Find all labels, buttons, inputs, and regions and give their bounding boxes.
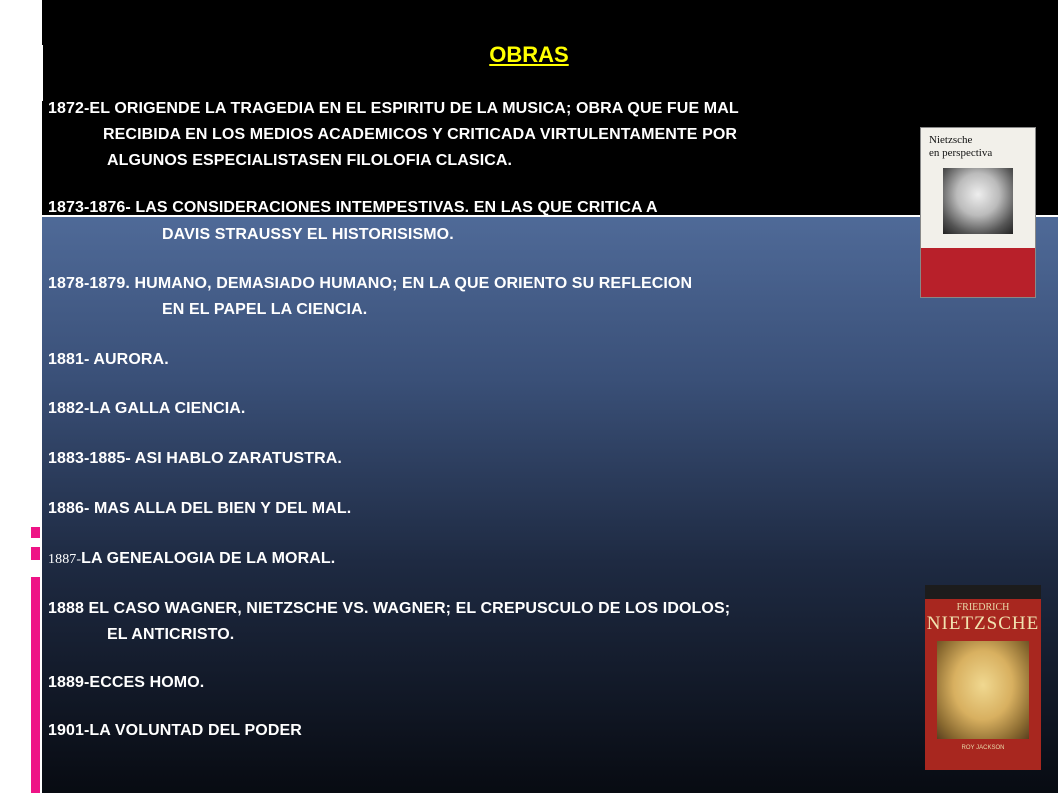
entry-1887 <box>48 550 335 568</box>
portrait-image <box>943 168 1013 234</box>
cover-top-stripe <box>925 585 1041 599</box>
portrait-image <box>937 641 1029 739</box>
entry-1889: 1889-ECCES HOMO. <box>48 674 205 691</box>
entry-1882: 1882-LA GALLA CIENCIA. <box>48 400 246 417</box>
accent-square <box>31 547 40 560</box>
book-cover-nietzsche-en-perspectiva <box>920 127 1036 298</box>
book2-author: ROY JACKSON <box>961 745 1005 751</box>
book2-first-name: FRIEDRICH <box>956 602 1010 613</box>
accent-square <box>31 527 40 538</box>
book1-title-line1: Nietzsche <box>929 134 973 146</box>
entry-1872-line2: RECIBIDA EN LOS MEDIOS ACADEMICOS Y CRITICADA VIRTULENTAMENTE POR <box>103 126 738 143</box>
entry-1886: 1886- MAS ALLA DEL BIEN Y DEL MAL. <box>48 500 352 517</box>
entry-1878-line2: EN EL PAPEL LA CIENCIA. <box>162 301 368 318</box>
entry-1878-line1: 1878-1879. HUMANO, DEMASIADO HUMANO; EN LA QUE ORIENTO SU REFLECION <box>48 275 693 292</box>
entry-1881: 1881- AURORA. <box>48 351 169 368</box>
entry-1873-line1: 1873-1876- LAS CONSIDERACIONES INTEMPESTIVAS. EN LAS QUE CRITICA A <box>48 199 658 216</box>
entry-1887-year: 1887- <box>48 552 82 567</box>
entry-1888-line1: 1888 EL CASO WAGNER, NIETZSCHE VS. WAGNER; EL CREPUSCULO DE LOS IDOLOS; <box>48 600 731 617</box>
book-cover-friedrich-nietzsche <box>925 585 1041 770</box>
entry-1872-line3: ALGUNOS ESPECIALISTASEN FILOLOFIA CLASICA. <box>107 152 513 169</box>
entry-1888-line2: EL ANTICRISTO. <box>107 626 235 643</box>
entry-1873-line2: DAVIS STRAUSSY EL HISTORISISMO. <box>162 226 454 243</box>
entry-1901: 1901-LA VOLUNTAD DEL PODER <box>48 722 302 739</box>
entry-1887-text: LA GENEALOGIA DE LA MORAL. <box>81 550 336 567</box>
accent-bar <box>31 577 40 793</box>
entry-1883: 1883-1885- ASI HABLO ZARATUSTRA. <box>48 450 342 467</box>
book1-title-line2: en perspectiva <box>929 147 993 159</box>
cover-red-panel <box>921 248 1035 298</box>
entry-1872-line1: 1872-EL ORIGENDE LA TRAGEDIA EN EL ESPIRITU DE LA MUSICA; OBRA QUE FUE MAL <box>48 100 739 117</box>
book2-last-name: NIETZSCHE <box>926 613 1040 634</box>
slide-title: OBRAS <box>489 42 569 67</box>
